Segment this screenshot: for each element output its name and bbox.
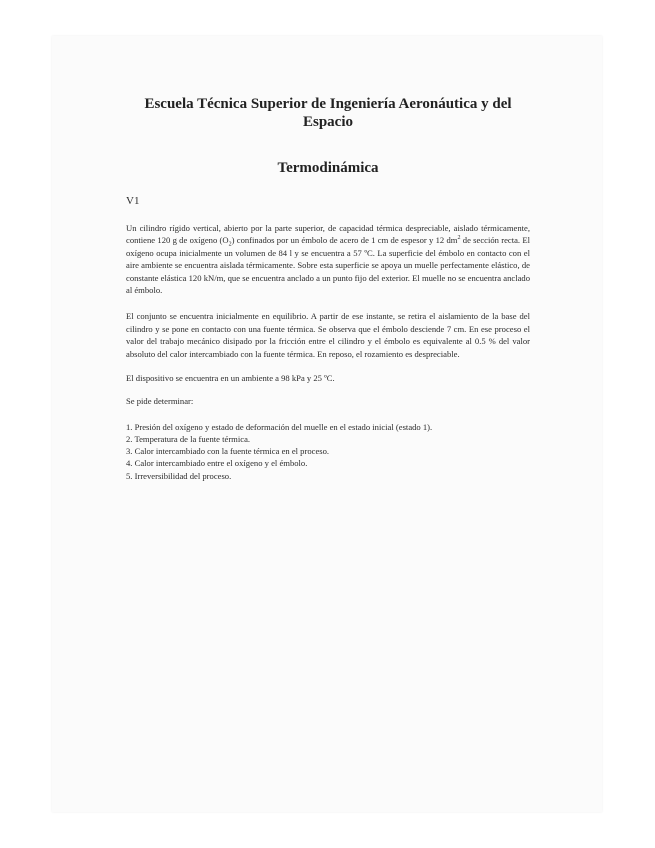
question-item: 4. Calor intercambiado entre el oxígeno y el émbolo. [126, 458, 308, 469]
version-label: V1 [126, 195, 140, 207]
problem-paragraph-1 [126, 222, 530, 296]
subject-heading: Termodinámica [277, 160, 379, 176]
document-content [126, 95, 530, 482]
question-list [126, 421, 530, 482]
question-item: 2. Temperatura de la fuente térmica. [126, 434, 251, 445]
oxygen-subscript: 2 [228, 242, 232, 249]
question-item: 3. Calor intercambiado con la fuente térmica en el proceso. [126, 446, 330, 457]
question-prompt: Se pide determinar: [126, 396, 194, 407]
problem-paragraph-2: El conjunto se encuentra inicialmente en equilibrio. A partir de ese instante, se retira el aislamiento de la base del cilindro y se pone en contacto con una fuente térmica. Se observa que el émbolo desciende 7 cm. En ese proceso el valor del trabajo mecánico disipado por la fricción entre el cilindro y el émbolo es equivalente al 0.5 % del valor absoluto del calor intercambiado con la fuente térmica. En reposo, el rozamiento es despreciable. [126, 311, 530, 359]
question-item: 1. Presión del oxígeno y estado de deformación del muelle en el estado inicial (estado 1). [126, 421, 433, 432]
paragraph-1-text-a: Un cilindro rígido vertical, abierto por la parte superior, de capacidad térmica despreciable, aislado térmicamente, contiene 120 g de oxígeno (O [126, 223, 530, 246]
question-item: 5. Irreversibilidad del proceso. [126, 470, 232, 481]
document-title: Escuela Técnica Superior de Ingeniería Aeronáutica y del Espacio [144, 96, 512, 130]
problem-paragraph-3: El dispositivo se encuentra en un ambiente a 98 kPa y 25 ºC. [126, 373, 335, 384]
area-superscript: 2 [457, 235, 461, 242]
paragraph-1-text-b: ) confinados por un émbolo de acero de 1 cm de espesor y 12 dm [231, 235, 458, 246]
paragraph-1-text-c: de sección recta. El oxígeno ocupa inicialmente un volumen de 84 l y se encuentra a 57 ºC. La superficie del émbolo en contacto con el aire ambiente se encuentra aislada térmicamente. Sobre esta superficie se apoya un muelle perfectamente elástico, de constante elástica 120 kN/m, que se encuentra anclado a un punto fijo del exterior. El muelle no se encuentra anclado al émbolo. [126, 235, 531, 296]
